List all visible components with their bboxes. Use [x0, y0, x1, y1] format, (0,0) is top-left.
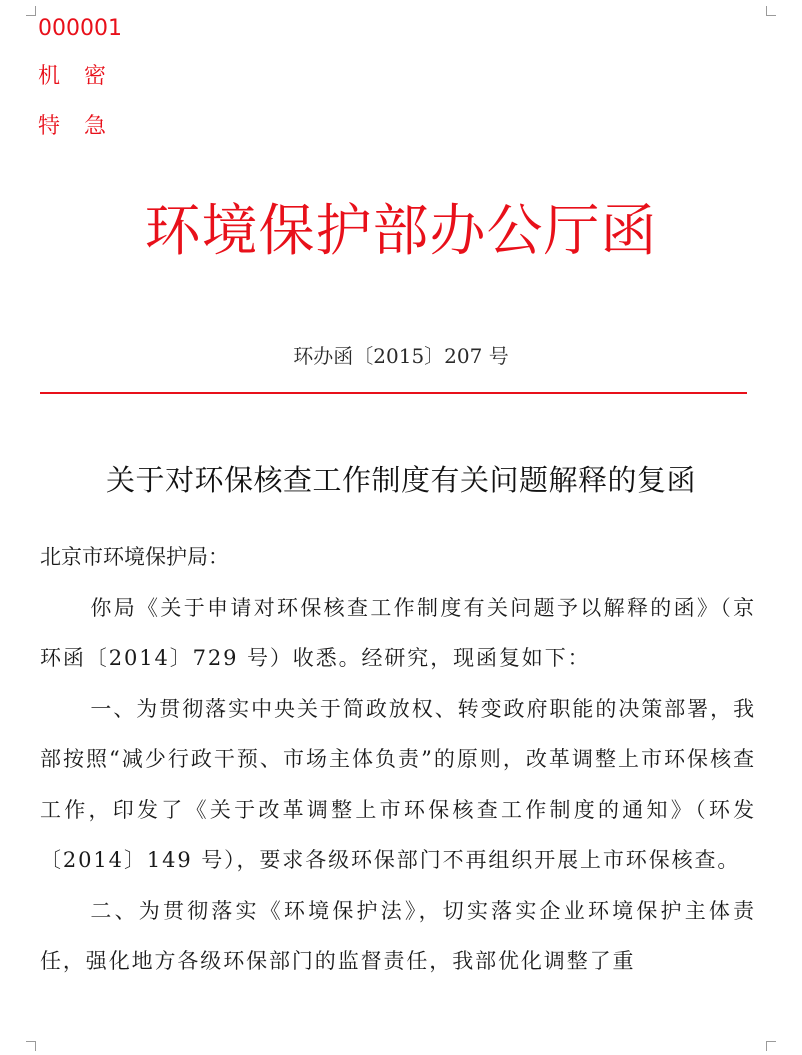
document-number: 环办函〔2015〕207 号: [293, 344, 509, 368]
urgency-level: 特 急: [38, 114, 108, 139]
page-corner-mark-top-right: [766, 6, 776, 16]
document-body: [40, 532, 756, 987]
body-paragraph: 你局《关于申请对环保核查工作制度有关问题予以解释的函》（京环函〔2014〕729 号）收悉。经研究，现函复如下：: [40, 595, 756, 670]
document-title: 关于对环保核查工作制度有关问题解释的复函: [105, 463, 696, 497]
red-separator-line: [40, 392, 747, 394]
secrecy-level: 机 密: [38, 64, 108, 89]
page-corner-mark-top-left: [26, 6, 36, 16]
document-marks: [38, 12, 122, 160]
body-paragraph: 二、为贯彻落实《环境保护法》，切实落实企业环境保护主体责任，强化地方各级环保部门的监督责任，我部优化调整了重: [40, 898, 756, 973]
salutation: 北京市环境保护局：: [40, 545, 229, 569]
page-corner-mark-bottom-left: [26, 1041, 36, 1051]
page-corner-mark-bottom-right: [766, 1041, 776, 1051]
body-paragraph: 一、为贯彻落实中央关于简政放权、转变政府职能的决策部署，我部按照“减少行政干预、市场主体负责”的原则，改革调整上市环保核查工作，印发了《关于改革调整上市环保核查工作制度的通知》（环发〔2014〕149 号），要求各级环保部门不再组织开展上市环保核查。: [40, 696, 756, 872]
copy-number: 000001: [38, 16, 122, 41]
issuer-heading: 环境保护部办公厅函: [144, 199, 658, 264]
